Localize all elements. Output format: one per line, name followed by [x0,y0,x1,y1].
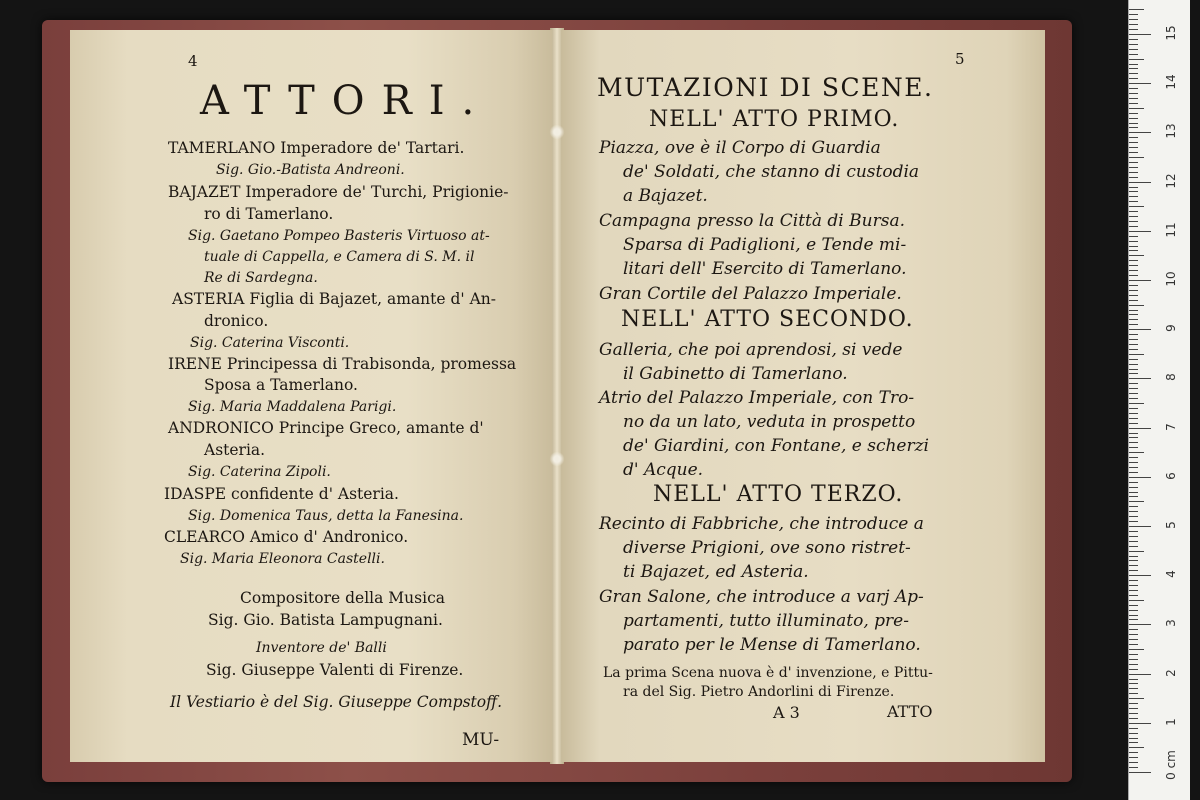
cast-line: BAJAZET Imperadore de' Turchi, Prigionie- [168,183,509,201]
ruler-tick [1129,462,1138,463]
ruler-tick [1129,270,1138,271]
ruler-tick [1129,526,1151,527]
scene-line: il Gabinetto di Tamerlano. [623,364,848,384]
ruler-tick [1129,83,1151,84]
scene-line: Gran Cortile del Palazzo Imperiale. [599,284,902,304]
ruler-tick [1129,580,1138,581]
right-page [561,30,1045,762]
scene-line: ti Bajazet, ed Asteria. [623,562,809,582]
ruler-tick [1129,255,1144,256]
ruler-tick [1129,349,1138,350]
ruler-tick [1129,29,1138,30]
ruler-tick [1129,191,1138,192]
ruler-tick [1129,113,1138,114]
ruler-tick [1129,496,1138,497]
ruler-tick [1129,187,1138,188]
ruler-tick [1129,757,1138,758]
cast-line: Sig. Maria Eleonora Castelli. [180,551,385,567]
ruler-tick [1129,457,1138,458]
ruler-tick [1129,600,1144,601]
ruler-tick [1129,516,1138,517]
ruler-tick [1129,659,1138,660]
ruler-tick [1129,241,1138,242]
left-page-number: 4 [188,52,198,70]
ruler-tick [1129,201,1138,202]
ruler-tick [1129,388,1138,389]
ruler-tick [1129,551,1144,552]
ruler-tick [1129,669,1138,670]
ruler-tick [1129,334,1138,335]
ruler-label: 8 [1164,373,1178,382]
ballet-name: Sig. Giuseppe Valenti di Firenze. [206,661,464,679]
right-catchword: ATTO [887,702,933,721]
ruler-tick [1129,216,1138,217]
ruler-tick [1129,413,1138,414]
cast-line: ANDRONICO Principe Greco, amante d' [168,419,484,437]
ruler-tick [1129,664,1138,665]
ruler-label: 13 [1164,123,1178,140]
scene-line: parato per le Mense di Tamerlano. [623,635,921,655]
ruler-tick [1129,118,1138,119]
composer-label: Compositore della Musica [240,589,445,607]
left-catchword: MU- [462,730,500,750]
ruler-label: 4 [1164,570,1178,579]
scene-line: no da un lato, veduta in prospetto [623,412,916,432]
ruler-tick [1129,68,1138,69]
cast-line: ro di Tamerlano. [204,205,334,223]
ruler-label: 0 cm [1164,750,1178,780]
ruler-tick [1129,39,1138,40]
ruler-tick [1129,698,1144,699]
ruler-tick [1129,477,1151,478]
right-page-number: 5 [955,50,965,68]
ruler-tick [1129,408,1138,409]
ruler-tick [1129,565,1138,566]
ruler-tick [1129,644,1138,645]
ruler-tick [1129,34,1151,35]
ruler-label: 5 [1164,521,1178,529]
ruler-label: 2 [1164,668,1178,677]
ruler-tick [1129,344,1138,345]
ruler-tick [1129,742,1138,743]
ruler-tick [1129,610,1138,611]
ruler-tick [1129,546,1138,547]
cast-line: IDASPE confidente d' Asteria. [164,485,399,503]
ruler-tick [1129,152,1138,153]
act-three-heading: NELL' ATTO TERZO. [653,482,904,507]
scene-line: Campagna presso la Città di Bursa. [599,211,905,231]
ruler-tick [1129,73,1138,74]
ruler-tick [1129,418,1138,419]
ruler-tick [1129,693,1138,694]
ruler-tick [1129,172,1138,173]
cast-line: Sposa a Tamerlano. [204,376,358,394]
ruler-tick [1129,585,1138,586]
scene-line: de' Giardini, con Fontane, e scherzi [623,436,929,456]
ruler-tick [1129,398,1138,399]
ruler-tick [1129,373,1138,374]
ruler-tick [1129,246,1138,247]
ruler-tick [1129,54,1138,55]
cast-line: tuale di Cappella, e Camera di S. M. il [204,249,475,265]
ruler-tick [1129,295,1138,296]
ruler-tick [1129,482,1138,483]
cast-line: Sig. Caterina Visconti. [190,335,350,351]
ruler-tick [1129,738,1138,739]
ruler-tick [1129,9,1144,10]
cast-line: Asteria. [204,441,266,459]
ruler-tick [1129,300,1138,301]
ruler-tick [1129,708,1138,709]
measurement-ruler [1128,0,1190,800]
binding-stitch [549,125,565,139]
scene-line: d' Acque. [623,460,704,480]
ruler-tick [1129,14,1138,15]
ruler-tick [1129,521,1138,522]
ruler-label: 10 [1164,271,1178,287]
cast-line: TAMERLANO Imperadore de' Tartari. [168,139,465,157]
ruler-tick [1129,442,1138,443]
ruler-tick [1129,24,1138,25]
right-page-heading: MUTAZIONI DI SCENE. [597,73,934,102]
ruler-tick [1129,501,1144,502]
ruler-tick [1129,403,1144,404]
ruler-tick [1129,285,1138,286]
ruler-tick [1129,762,1138,763]
ruler-tick [1129,162,1138,163]
ruler-tick [1129,147,1138,148]
ruler-tick [1129,88,1138,89]
ruler-tick [1129,142,1138,143]
ruler-tick [1129,703,1138,704]
ruler-tick [1129,339,1138,340]
ruler-tick [1129,679,1138,680]
ruler-tick [1129,590,1138,591]
cast-line: Sig. Gio.-Batista Andreoni. [216,162,405,178]
cast-line: Sig. Domenica Taus, detta la Fanesina. [188,508,464,524]
note-line: La prima Scena nuova è d' invenzione, e Pittu- [603,665,933,681]
cast-line: ASTERIA Figlia di Bajazet, amante d' An- [172,290,497,308]
ruler-tick [1129,733,1138,734]
ruler-tick [1129,428,1151,429]
ruler-tick [1129,423,1138,424]
ruler-tick [1129,447,1138,448]
ruler-tick [1129,723,1151,724]
ruler-tick [1129,634,1138,635]
cast-line: CLEARCO Amico d' Andronico. [164,528,409,546]
ruler-tick [1129,319,1138,320]
ruler-tick [1129,575,1151,576]
ruler-label: 15 [1164,25,1178,41]
ruler-tick [1129,98,1138,99]
ruler-label: 11 [1164,222,1178,238]
ruler-tick [1129,541,1138,542]
ruler-label: 7 [1164,422,1178,431]
ruler-tick [1129,605,1138,606]
ruler-tick [1129,487,1138,488]
cast-line: Sig. Caterina Zipoli. [188,464,331,480]
scene-line: Piazza, ove è il Corpo di Guardia [599,138,881,158]
ruler-tick [1129,324,1138,325]
ruler-label: 1 [1164,717,1178,726]
ruler-tick [1129,167,1138,168]
ruler-tick [1129,19,1138,20]
ruler-tick [1129,683,1138,684]
ruler-tick [1129,654,1138,655]
ruler-label: 12 [1164,172,1178,189]
left-page-heading: ATTORI. [200,78,492,124]
ruler-tick [1129,752,1138,753]
ruler-tick [1129,206,1144,207]
ruler-tick [1129,44,1138,45]
ruler-tick [1129,290,1138,291]
ruler-tick [1129,674,1151,675]
ruler-tick [1129,49,1138,50]
ruler-tick [1129,560,1138,561]
ruler-label: 6 [1164,471,1178,480]
ruler-tick [1129,629,1138,630]
scene-line: Sparsa di Padiglioni, e Tende mi- [623,235,907,255]
act-one-heading: NELL' ATTO PRIMO. [649,107,900,132]
ruler-tick [1129,265,1138,266]
ruler-tick [1129,615,1138,616]
ruler-tick [1129,123,1138,124]
scene-line: Gran Salone, che introduce a varj Ap- [599,587,924,607]
ruler-tick [1129,226,1138,227]
scene-line: Galleria, che poi aprendosi, si vede [599,340,903,360]
ruler-tick [1129,433,1138,434]
ruler-tick [1129,492,1138,493]
ruler-tick [1129,231,1151,232]
ruler-tick [1129,747,1144,748]
ruler-tick [1129,472,1138,473]
ruler-tick [1129,132,1151,133]
costume-line: Il Vestiario è del Sig. Giuseppe Compstoff. [170,693,503,711]
ruler-tick [1129,127,1138,128]
ruler-tick [1129,211,1138,212]
ruler-tick [1129,393,1138,394]
binding-stitch [549,452,565,466]
ruler-label: 14 [1164,74,1178,90]
ruler-tick [1129,280,1151,281]
scene-line: Atrio del Palazzo Imperiale, con Tro- [599,388,915,408]
ruler-tick [1129,570,1138,571]
ruler-tick [1129,250,1138,251]
ruler-label: 9 [1164,324,1178,333]
ruler-tick [1129,275,1138,276]
ruler-tick [1129,78,1138,79]
ruler-tick [1129,383,1138,384]
ruler-tick [1129,378,1151,379]
composer-name: Sig. Gio. Batista Lampugnani. [208,611,443,629]
ruler-tick [1129,511,1138,512]
ruler-tick [1129,196,1138,197]
signature-mark: A 3 [773,703,800,722]
ballet-label: Inventore de' Balli [256,640,387,656]
cast-line: dronico. [204,312,269,330]
scene-line: diverse Prigioni, ove sono ristret- [623,538,911,558]
act-two-heading: NELL' ATTO SECONDO. [621,307,914,332]
ruler-tick [1129,260,1138,261]
ruler-tick [1129,556,1138,557]
ruler-tick [1129,137,1138,138]
ruler-tick [1129,305,1144,306]
ruler-tick [1129,531,1138,532]
ruler-tick [1129,639,1138,640]
cast-line: Sig. Maria Maddalena Parigi. [188,399,397,415]
ruler-tick [1129,595,1138,596]
ruler-tick [1129,536,1138,537]
ruler-tick [1129,157,1144,158]
ruler-tick [1129,767,1138,768]
scene-line: Recinto di Fabbriche, che introduce a [599,514,924,534]
cast-line: Re di Sardegna. [204,270,318,286]
ruler-tick [1129,467,1138,468]
ruler-tick [1129,452,1144,453]
cast-line: IRENE Principessa di Trabisonda, promessa [168,355,517,373]
ruler-tick [1129,359,1138,360]
ruler-tick [1129,108,1144,109]
left-page [70,30,552,762]
ruler-tick [1129,354,1144,355]
ruler-tick [1129,506,1138,507]
scene-line: partamenti, tutto illuminato, pre- [623,611,909,631]
cast-line: Sig. Gaetano Pompeo Basteris Virtuoso at- [188,228,490,244]
ruler-tick [1129,64,1138,65]
scene-line: a Bajazet. [623,186,708,206]
ruler-tick [1129,688,1138,689]
scene-line: de' Soldati, che stanno di custodia [623,162,920,182]
note-line: ra del Sig. Pietro Andorlini di Firenze. [623,684,895,700]
ruler-tick [1129,718,1138,719]
ruler-tick [1129,177,1138,178]
ruler-tick [1129,236,1138,237]
ruler-tick [1129,314,1138,315]
ruler-tick [1129,369,1138,370]
ruler-tick [1129,437,1138,438]
ruler-tick [1129,221,1138,222]
ruler-tick [1129,619,1138,620]
ruler-tick [1129,624,1151,625]
ruler-tick [1129,182,1151,183]
ruler-tick [1129,329,1151,330]
ruler-tick [1129,728,1138,729]
ruler-tick [1129,310,1138,311]
ruler-tick [1129,649,1144,650]
ruler-label: 3 [1164,619,1178,628]
ruler-tick [1129,93,1138,94]
ruler-tick [1129,772,1151,773]
ruler-tick [1129,364,1138,365]
scene-line: litari dell' Esercito di Tamerlano. [623,259,907,279]
ruler-tick [1129,713,1138,714]
ruler-tick [1129,103,1138,104]
ruler-tick [1129,59,1144,60]
